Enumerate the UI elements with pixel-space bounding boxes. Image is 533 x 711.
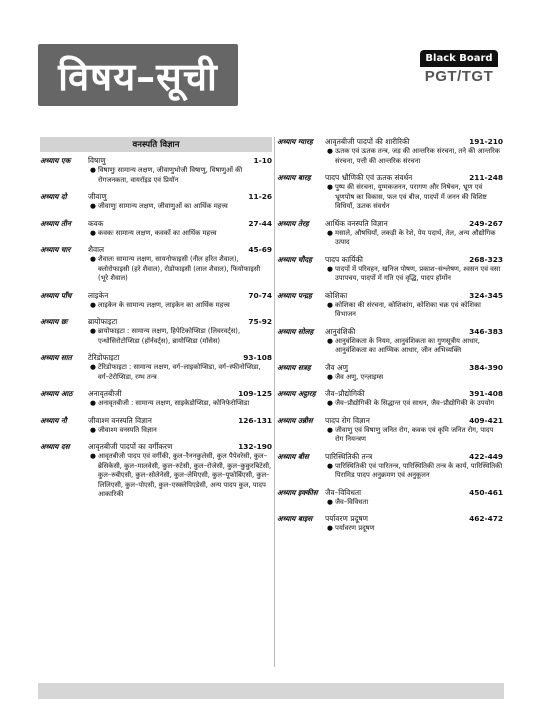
- chapter-pages: 93-108: [243, 353, 272, 362]
- chapter-heading: [40, 389, 272, 399]
- bullet-icon: ●: [90, 255, 96, 263]
- bullet-icon: ●: [90, 399, 96, 407]
- chapter-entry: [277, 173, 503, 212]
- column-divider: [274, 137, 275, 667]
- chapter-pages: 391-408: [469, 389, 503, 398]
- chapter-entry: [277, 327, 503, 356]
- chapter-title: जीवाणु: [88, 192, 107, 201]
- chapter-entry: [40, 442, 272, 500]
- chapter-topics: [90, 255, 272, 284]
- chapter-heading: [40, 156, 272, 166]
- chapter-pages: 346-383: [469, 326, 503, 336]
- bullet-icon: ●: [327, 228, 333, 237]
- chapter-pages: 384-390: [469, 362, 503, 372]
- chapter-entry: [40, 389, 272, 409]
- chapter-topics: [90, 166, 272, 185]
- bullet-icon: ●: [327, 399, 333, 407]
- chapter-heading: [40, 291, 272, 301]
- page-title: विषय–सूची: [58, 55, 218, 99]
- chapter-pages: 75-92: [248, 317, 272, 326]
- chapter-label: अध्याय तेरह: [277, 218, 309, 228]
- chapter-pages: 249-267: [469, 218, 503, 228]
- chapter-pages: 191-210: [469, 137, 503, 146]
- topic-text: विषाणुः सामान्य लक्षण, जीवाणुभोजी विषाणु, विषाणुओं की रोगजनकता, वायरॉइड एवं प्रियॉन: [98, 166, 243, 184]
- topic-text: आनुवंशिकता के नियम, आनुवंशिकता का गुणसूत्रीय आधार, आनुवंशिकता का आण्विक आधार, जीन अभिव्यक्ति: [335, 336, 480, 354]
- chapter-pages: 211-248: [469, 173, 503, 182]
- chapter-title: लाइकेन: [88, 290, 109, 300]
- chapter-label: अध्याय बारह: [277, 173, 311, 182]
- chapter-heading: [40, 317, 272, 327]
- toc-right-column: [277, 137, 503, 541]
- chapter-pages: 462-472: [469, 514, 503, 523]
- bullet-icon: ●: [327, 264, 333, 273]
- chapter-pages: 132-190: [238, 442, 272, 451]
- chapter-entry: [277, 416, 503, 445]
- topic-text: लाइकेन के सामान्य लक्षण, लाइकेन का आर्थिक महत्त्व: [98, 300, 230, 309]
- chapter-topics: [327, 301, 503, 320]
- chapter-label: अध्याय सोलह: [277, 326, 314, 336]
- chapter-label: अध्याय आठ: [40, 389, 73, 398]
- chapter-topics: [327, 229, 503, 248]
- chapter-label: अध्याय इक्कीस: [277, 487, 318, 497]
- chapter-pages: 109-125: [238, 389, 272, 398]
- chapter-entry: [277, 488, 503, 508]
- chapter-label: अध्याय तीन: [40, 218, 71, 228]
- chapter-topics: [327, 426, 503, 445]
- bullet-icon: ●: [90, 425, 96, 434]
- logo-exam: PGT/TGT: [424, 68, 494, 85]
- topic-text: मसाले, औषधियाँ, लकड़ी के रेशे, पेय पदार्थ, तेल, अन्य औद्योगिक उत्पाद: [335, 228, 496, 246]
- chapter-pages: 268-323: [469, 254, 503, 264]
- chapter-label: अध्याय ग्यारह: [277, 137, 313, 146]
- chapter-pages: 450-461: [469, 487, 503, 497]
- chapter-topics: [90, 301, 272, 311]
- chapter-label: अध्याय नौ: [40, 415, 67, 425]
- chapter-title: आर्थिक वनस्पति विज्ञान: [325, 218, 388, 228]
- chapter-title: कोशिका: [325, 290, 348, 300]
- chapter-entry: [277, 452, 503, 481]
- chapter-title: पारिस्थितिकी तन्त्र: [325, 451, 373, 461]
- chapter-heading: [277, 452, 503, 462]
- chapter-title: आनुवंशिकी: [325, 326, 356, 336]
- chapter-heading: [277, 389, 503, 399]
- chapter-pages: 27-44: [248, 218, 272, 228]
- chapter-title: शैवाल: [88, 245, 105, 254]
- chapter-entry: [277, 363, 503, 383]
- bullet-icon: ●: [327, 461, 333, 470]
- chapter-title: टेरिडोफाइटा: [88, 353, 120, 362]
- chapter-heading: [40, 353, 272, 363]
- chapter-title: विषाणु: [88, 156, 106, 165]
- topic-text: जैव अणु, एन्ज़ाइम्स: [335, 372, 384, 381]
- chapter-title: ब्रायोफाइटा: [88, 317, 118, 326]
- chapter-title: पादप कार्यिकी: [325, 254, 363, 264]
- chapter-title: आवृतबीजी पादपों का वर्गीकरण: [88, 442, 173, 451]
- section-header: वनस्पति विज्ञान: [40, 137, 272, 152]
- bullet-icon: ●: [327, 497, 333, 506]
- topic-text: जीवाश्म वनस्पति विज्ञान: [98, 425, 157, 434]
- topic-text: ब्रायोफाइटा : सामान्य लक्षण, हिपेटिकोप्सिडा (लिवरवर्ट्स), एन्थोसिरोटोप्सिडा (हॉर्नवर्ट्स), ब्रायोप्सिडा (मॉसेस): [98, 327, 241, 345]
- bullet-icon: ●: [327, 147, 333, 155]
- topic-text: पारिस्थितिकी एवं पारितन्त्र, पारिस्थितिकी तन्त्र के कार्य, पारिस्थितिकी पिरामिड पादप अनुक्रमण एवं अनुकूलन: [335, 461, 503, 479]
- chapter-title: पर्यावरण प्रदूषण: [325, 514, 368, 523]
- chapter-heading: [40, 416, 272, 426]
- chapter-pages: 126-131: [238, 415, 272, 425]
- chapter-pages: 422-449: [469, 451, 503, 461]
- chapter-pages: 409-421: [469, 415, 503, 425]
- chapter-label: अध्याय दो: [40, 192, 67, 201]
- logo-brand: Black Board: [420, 50, 498, 67]
- bullet-icon: ●: [327, 372, 333, 381]
- chapter-label: अध्याय उन्नीस: [277, 415, 313, 425]
- chapter-pages: 324-345: [469, 290, 503, 300]
- chapter-topics: [90, 399, 272, 409]
- chapter-title: पादप भ्रौणिकी एवं ऊतक संवर्धन: [325, 173, 413, 182]
- chapter-entry: [40, 219, 272, 239]
- topic-text: पर्यावरण प्रदूषण: [335, 524, 375, 532]
- chapter-title: जैव अणु: [325, 362, 348, 372]
- chapter-topics: [327, 183, 503, 212]
- topic-text: कोशिका की संरचना, कोशिकांग, कोशिका चक्र एवं कोशिका विभाजन: [335, 300, 481, 318]
- chapter-topics: [327, 498, 503, 508]
- chapter-heading: [277, 327, 503, 337]
- topic-text: जैव–प्रौद्योगिकी के सिद्धान्त एवं साधन, जैव–प्रौद्योगिकी के उपयोग: [335, 399, 495, 407]
- chapter-label: अध्याय छः: [40, 317, 68, 326]
- chapter-heading: [277, 416, 503, 426]
- chapter-topics: [90, 426, 272, 436]
- chapter-label: अध्याय बाइस: [277, 514, 313, 523]
- chapter-title: पादप रोग विज्ञान: [325, 415, 370, 425]
- chapter-label: अध्याय बीस: [277, 451, 309, 461]
- chapter-title: आवृतबीजी पादपों की शारीरिकी: [325, 137, 410, 146]
- bullet-icon: ●: [90, 228, 96, 237]
- chapter-entry: [277, 137, 503, 166]
- topic-text: पुष्प की संरचना, युग्मकजनन, परागण और निषेचन, भ्रूण एवं भ्रूणपोष का विकास, फल एवं बीज, पादपों में जनन की विशिष्ट विधियाँ, ऊतक संवर्धन: [335, 183, 487, 210]
- topic-text: जीवाणुः सामान्य लक्षण, जीवाणुओं का आर्थिक महत्त्व: [98, 202, 228, 210]
- chapter-list-right: [277, 137, 503, 534]
- chapter-label: अध्याय दस: [40, 442, 70, 451]
- chapter-entry: [277, 255, 503, 284]
- bullet-icon: ●: [327, 336, 333, 345]
- chapter-entry: [40, 317, 272, 346]
- chapter-heading: [277, 219, 503, 229]
- chapter-label: अध्याय पन्द्रह: [277, 290, 312, 300]
- chapter-label: अध्याय सत्रह: [277, 362, 311, 372]
- chapter-label: अध्याय चौदह: [277, 254, 312, 264]
- chapter-list-left: [40, 156, 272, 500]
- bullet-icon: ●: [90, 363, 96, 371]
- chapter-entry: [277, 389, 503, 409]
- bullet-icon: ●: [327, 524, 333, 532]
- chapter-heading: [277, 363, 503, 373]
- topic-text: शैवालः सामान्य लक्षण, सायनोफाइसी (नील हरित शैवाल), क्लोरोफाइसी (हरे शैवाल), रोडोफाइसी (लाल शैवाल), फियोफाइसी (भूरे शैवाल): [98, 255, 261, 282]
- topic-text: पादपों में परिवहन, खनिज पोषण, प्रकाश–संश्लेषण, श्वसन एवं वसा उपापचय, पादपों में गति एवं वृद्धि, पादप हॉर्मोन: [335, 264, 501, 282]
- toc-left-column: [40, 137, 272, 507]
- chapter-topics: [327, 337, 503, 356]
- chapter-topics: [327, 147, 503, 166]
- bullet-icon: ●: [90, 452, 96, 460]
- chapter-label: अध्याय पाँच: [40, 290, 72, 300]
- chapter-title: जीवाश्म वनस्पति विज्ञान: [88, 415, 152, 425]
- chapter-heading: [277, 173, 503, 183]
- chapter-entry: [277, 514, 503, 534]
- chapter-heading: [277, 255, 503, 265]
- chapter-label: अध्याय सात: [40, 353, 72, 362]
- chapter-title: अनावृतबीजी: [88, 389, 122, 398]
- bullet-icon: ●: [327, 300, 333, 309]
- chapter-entry: [40, 245, 272, 284]
- chapter-entry: [40, 416, 272, 436]
- chapter-topics: [327, 462, 503, 481]
- chapter-title: जैव–प्रौद्योगिकी: [325, 389, 365, 398]
- chapter-pages: 70-74: [248, 290, 272, 300]
- bullet-icon: ●: [327, 425, 333, 434]
- chapter-topics: [90, 202, 272, 212]
- chapter-entry: [277, 291, 503, 320]
- publisher-logo: [420, 50, 498, 85]
- chapter-topics: [327, 399, 503, 409]
- chapter-topics: [327, 524, 503, 534]
- topic-text: टेरिडोफाइटा : सामान्य लक्षण, वर्ग–लाइकोप्सिडा, वर्ग–स्फीनोप्सिडा, वर्ग–टेरोप्सिडा, रम्भ तन्त्र: [98, 363, 261, 381]
- title-banner: [38, 44, 238, 106]
- topic-text: जैव–विविधता: [335, 497, 369, 506]
- chapter-topics: [90, 229, 272, 239]
- chapter-label: अध्याय अट्ठारह: [277, 389, 316, 398]
- chapter-heading: [277, 514, 503, 524]
- chapter-topics: [90, 363, 272, 382]
- topic-text: आवृतबीजी पादप एवं वर्गीकी, कुल–रैननकुलेसी, कुल पैपेवरेसी, कुल–ब्रेसिकेसी, कुल–मालवेसी, कुल–रुटेसी, कुल–रोजेसी, कुल–कुकुरबिटेसी, कुल–रुबीएसी, कुल–सोलेनेसी, कुल–लेमिएसी, कुल–यूफोर्बिएसी, कुल–लिलिएसी, कुल–पोएसी, कुल–एस्क्लेपिएडेसी, अन्य पादप कुल, पादप आकारिकी: [98, 452, 272, 498]
- topic-text: कवकः सामान्य लक्षण, कवकों का आर्थिक महत्त्व: [98, 228, 217, 237]
- chapter-pages: 45-69: [248, 245, 272, 254]
- chapter-topics: [327, 265, 503, 284]
- chapter-heading: [40, 442, 272, 452]
- footer-bar: [38, 683, 504, 699]
- chapter-entry: [277, 219, 503, 248]
- chapter-label: अध्याय एक: [40, 156, 71, 165]
- topic-text: ऊतक एवं ऊतक तन्त्र, जड़ की आन्तरिक संरचना, तने की आन्तरिक संरचना, पत्ती की आन्तरिक संरचना: [335, 147, 501, 165]
- chapter-entry: [40, 192, 272, 212]
- chapter-entry: [40, 353, 272, 382]
- chapter-topics: [90, 327, 272, 346]
- chapter-label: अध्याय चार: [40, 245, 71, 254]
- chapter-entry: [40, 156, 272, 185]
- bullet-icon: ●: [90, 202, 96, 210]
- bullet-icon: ●: [90, 300, 96, 309]
- chapter-pages: 11-26: [248, 192, 272, 201]
- chapter-entry: [40, 291, 272, 311]
- chapter-topics: [90, 452, 272, 500]
- chapter-heading: [277, 488, 503, 498]
- topic-text: जीवाणु एवं विषाणु जनित रोग, कवक एवं कृमि जनित रोग, पादप रोग नियन्त्रण: [335, 425, 494, 443]
- chapter-heading: [40, 245, 272, 255]
- chapter-topics: [327, 373, 503, 383]
- chapter-title: कवक: [88, 218, 104, 228]
- chapter-heading: [277, 137, 503, 147]
- chapter-title: जैव–विविधता: [325, 487, 362, 497]
- bullet-icon: ●: [90, 327, 96, 335]
- topic-text: अनावृतबीजी : सामान्य लक्षण, साइकेडोप्सिडा, कोनिफेरोप्सिडा: [98, 399, 250, 407]
- chapter-heading: [40, 192, 272, 202]
- chapter-heading: [277, 291, 503, 301]
- bullet-icon: ●: [90, 166, 96, 174]
- chapter-pages: 1-10: [253, 156, 272, 165]
- bullet-icon: ●: [327, 183, 333, 191]
- chapter-heading: [40, 219, 272, 229]
